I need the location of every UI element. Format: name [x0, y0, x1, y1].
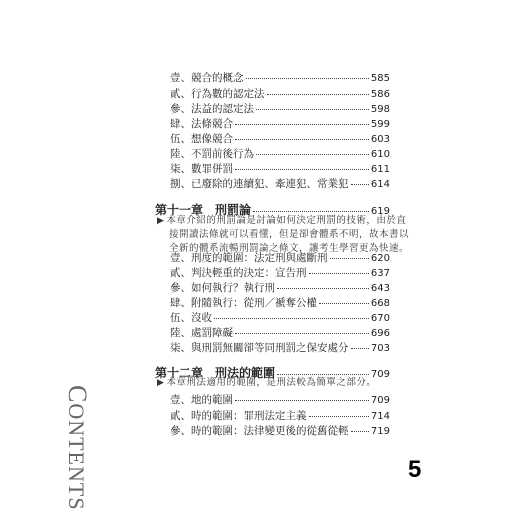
- pointer-icon: ▶: [157, 378, 165, 388]
- toc-entry[interactable]: [170, 265, 390, 280]
- toc-entry[interactable]: [170, 86, 390, 101]
- leader-dots: [235, 333, 369, 334]
- chapter-description: ▶ 本章刑法適用的範圍，是刑法較為簡單之部分。: [157, 377, 377, 388]
- toc-entry-label: 捌、已廢除的連續犯、牽連犯、常業犯: [170, 178, 349, 190]
- pointer-icon: ▶: [157, 216, 165, 226]
- leader-dots: [256, 154, 369, 155]
- toc-entry-page: 614: [370, 179, 390, 190]
- toc-entry-label: 壹、競合的概念: [170, 72, 244, 84]
- toc-entry-label: 柒、數罪併罰: [170, 163, 233, 175]
- toc-entry-page: 670: [370, 313, 390, 324]
- toc-entry-page: 668: [370, 298, 390, 309]
- leader-dots: [277, 288, 369, 289]
- leader-dots: [246, 78, 369, 79]
- toc-entry[interactable]: [170, 250, 390, 265]
- toc-entry[interactable]: [170, 176, 390, 191]
- toc-entry-label: 參、如何執行？執行刑: [170, 282, 275, 294]
- toc-entry[interactable]: [170, 101, 390, 116]
- toc-entry[interactable]: [170, 161, 390, 176]
- toc-entry-page: 586: [370, 89, 390, 100]
- toc-entry-page: 599: [370, 119, 390, 130]
- toc-entry[interactable]: [170, 392, 390, 407]
- toc-entry[interactable]: [170, 423, 390, 438]
- chapter-title: 第十一章 刑罰論: [155, 203, 252, 217]
- toc-entry-page: 611: [370, 164, 390, 175]
- chapter-description: ▶ 本章介紹的刑罰論是討論如何決定刑罰的技術，由於直 接開讀法條就可以看懂，但是卻會體系不明，故本書以 全新的體系流暢刑罰論之條文，讓考生學習更為快速。: [157, 215, 410, 254]
- toc-entry-page: 696: [370, 328, 390, 339]
- toc-entry[interactable]: [170, 280, 390, 295]
- leader-dots: [235, 124, 369, 125]
- toc-entry-page: 610: [370, 149, 390, 160]
- toc-entry-label: 貳、判決輕重的決定：宣告刑: [170, 267, 307, 279]
- leader-dots: [253, 211, 369, 212]
- toc-entry-label: 陸、不罰前後行為: [170, 148, 254, 160]
- leader-dots: [351, 431, 369, 432]
- toc-entry-page: 643: [370, 283, 390, 294]
- toc-entry[interactable]: [170, 131, 390, 146]
- chapter-title: 第十二章 刑法的範圍: [155, 366, 276, 380]
- toc-entry-page: 714: [370, 411, 390, 422]
- toc-entry-page: 637: [370, 268, 390, 279]
- leader-dots: [330, 258, 369, 259]
- leader-dots: [235, 139, 369, 140]
- toc-entry-label: 柒、與刑罰無關卻等同刑罰之保安處分: [170, 342, 349, 354]
- leader-dots: [309, 416, 369, 417]
- toc-entry[interactable]: [170, 325, 390, 340]
- chapter-page: 619: [370, 206, 390, 217]
- toc-entry[interactable]: [170, 295, 390, 310]
- toc-entry-label: 貳、行為數的認定法: [170, 88, 265, 100]
- toc-entry-label: 貳、時的範圍：罪刑法定主義: [170, 410, 307, 422]
- leader-dots: [235, 169, 369, 170]
- leader-dots: [277, 374, 369, 375]
- toc-entry-label: 陸、處罰障礙: [170, 327, 233, 339]
- toc-entry[interactable]: [170, 310, 390, 325]
- toc-entry[interactable]: [170, 340, 390, 355]
- toc-entry-page: 709: [370, 395, 390, 406]
- chapter-page: 709: [370, 369, 390, 380]
- toc-entry-page: 620: [370, 253, 390, 264]
- toc-entry-label: 肆、附隨執行：從刑／褫奪公權: [170, 297, 317, 309]
- leader-dots: [235, 400, 369, 401]
- toc-entry-page: 603: [370, 134, 390, 145]
- contents-side-title: CONTENTS: [63, 385, 92, 511]
- leader-dots: [309, 273, 369, 274]
- toc-entry[interactable]: [170, 116, 390, 131]
- toc-entry[interactable]: [170, 146, 390, 161]
- toc-entry-label: 壹、刑度的範圍：法定刑與處斷刑: [170, 252, 328, 264]
- toc-entry-page: 719: [370, 426, 390, 437]
- toc-entry-label: 參、時的範圍：法律變更後的從舊從輕: [170, 425, 349, 437]
- toc-entry-label: 肆、法條競合: [170, 118, 233, 130]
- toc-entry-label: 壹、地的範圍: [170, 394, 233, 406]
- page-number: 5: [408, 456, 422, 483]
- leader-dots: [351, 348, 369, 349]
- toc-entry[interactable]: [170, 408, 390, 423]
- toc-entry-label: 參、法益的認定法: [170, 103, 254, 115]
- toc-entry-page: 598: [370, 104, 390, 115]
- toc-entry-page: 703: [370, 343, 390, 354]
- toc-entry-label: 伍、沒收: [170, 312, 212, 324]
- toc-entry[interactable]: [170, 70, 390, 85]
- leader-dots: [351, 184, 369, 185]
- toc-entry-page: 585: [370, 73, 390, 84]
- toc-entry-label: 伍、想像競合: [170, 133, 233, 145]
- leader-dots: [214, 318, 369, 319]
- leader-dots: [256, 109, 369, 110]
- leader-dots: [319, 303, 369, 304]
- leader-dots: [267, 94, 369, 95]
